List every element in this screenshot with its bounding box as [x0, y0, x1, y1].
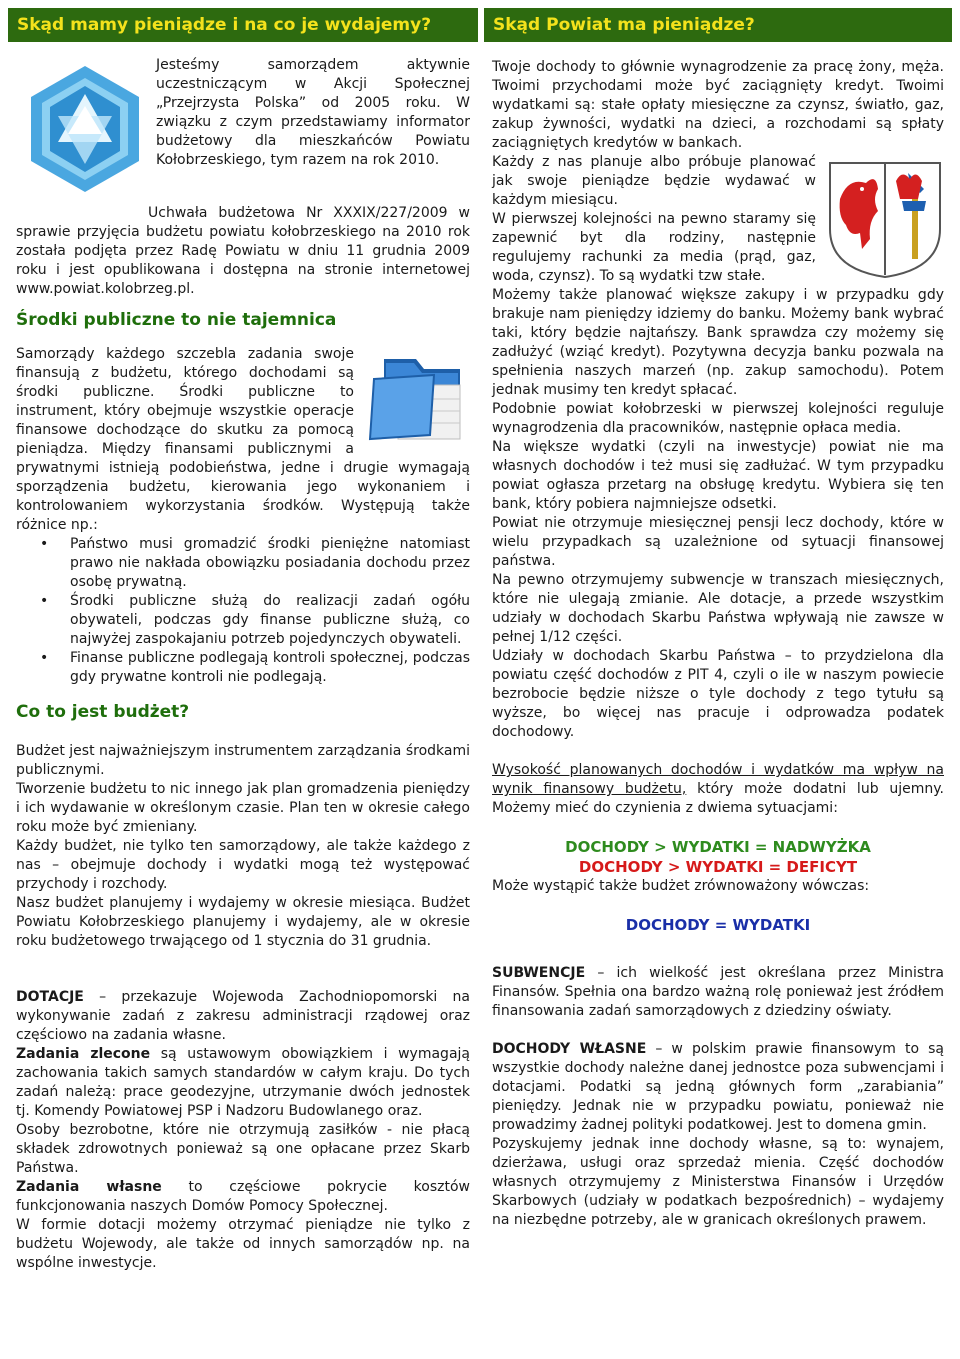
right-column: [484, 0, 952, 1230]
right-paragraph: Każdy z nas planuje albo próbuje planować jak swoje pieniądze będzie wydawać w każdym miesiącu.: [492, 154, 816, 208]
right-header: Skąd Powiat ma pieniądze?: [484, 8, 952, 42]
budget-section: [16, 742, 470, 951]
dochody-wlasne-text: – w polskim prawie finansowym to są wszystkie dochody należne danej jednostce poza subwencjami i dotacjami. Podatki są jedną głównych form „zarabiania” pieniędzy. Jednak nie w przypadku powiatu, ponieważ nie prowadzimy żadnej polityki podatkowej. Jest to domena gmin.: [492, 1041, 944, 1133]
dochody-wlasne-paragraph: [492, 1040, 944, 1135]
list-item: • Środki publiczne służą do realizacji zadań ogółu obywateli, podczas gdy finanse publiczne służą, co najwyżej zaspokajaniu potrzeb pojedynczych obywateli.: [8, 592, 478, 649]
budget-paragraph: Budżet jest najważniejszym instrumentem zarządzania środkami publicznymi.: [16, 743, 470, 778]
wlasne-term: Zadania własne: [16, 1179, 162, 1195]
wlasne-text: to częściowe pokrycie kosztów funkcjonowania naszych Domów Pomocy Społecznej.: [16, 1179, 470, 1214]
right-intro: [492, 58, 944, 742]
left-column: [8, 0, 478, 1273]
public-funds-paragraph: Samorządy każdego szczebla zadania swoje finansują z budżetu, którego dochodami są środki publiczne. Środki publiczne to instrument, który obejmuje wszystkie operacje finansowe dochodzące do skutku za pomocą pieniądza. Między finansami publicznymi a prywatnymi istnieją podobieństwa, jedne i drugie wymagają sporządzenia budżetu, kierowania jego wykonaniem i kontrolowaniem wykorzystania środków. Występują także różnice np.:: [16, 346, 470, 533]
budget-paragraph: Nasz budżet planujemy i wydajemy w okresie miesiąca. Budżet Powiatu Kołobrzeskiego planujemy i wydajemy, ale w okresie roku budżetowego trwającego od 1 stycznia do 31 grudnia.: [16, 895, 470, 949]
subwencje-term: SUBWENCJE: [492, 965, 586, 981]
transparency-crystal-logo: [26, 64, 144, 194]
final-paragraph: W formie dotacji możemy otrzymać pieniądze nie tylko z budżetu Wojewody, ale także od innych samorządów np. na wspólne inwestycje.: [16, 1217, 470, 1271]
powiat-coat-of-arms: [826, 159, 944, 279]
subwencje-text: – ich wielkość jest określana przez Ministra Finansów. Spełnia ona bardzo ważną rolę ponieważ jest źródłem finansowania zadań samorządowych z dziedziny oświaty.: [492, 965, 944, 1019]
folder-documents-icon: [364, 339, 474, 459]
bezrobotne-paragraph: Osoby bezrobotne, które nie otrzymują zasiłków - nie płacą składek zdrowotnych ponieważ są one opłacane przez Skarb Państwa.: [16, 1122, 470, 1176]
left-header: Skąd mamy pieniądze i na co je wydajemy?: [8, 8, 478, 42]
right-paragraph: Na pewno otrzymujemy subwencje w transzach miesięcznych, które nie ulegają zmianie. Ale dotacje, a przede wszystkim udziały w dochodach Skarbu Państwa wpływają nie zawsze w pełnej 1/12 części.: [492, 572, 944, 645]
dotacje-paragraph: [16, 988, 470, 1045]
right-paragraph: Powiat nie otrzymuje miesięcznej pensji lecz dochody, które w wielu przypadkach są uzależnione od sytuacji finansowej państwa.: [492, 515, 944, 569]
budget-paragraph: Tworzenie budżetu to nic innego jak plan gromadzenia pieniędzy i ich wydawanie w określonym czasie. Plan ten w okresie całego roku może być zmieniany.: [16, 781, 470, 835]
wlasne-paragraph: [16, 1178, 470, 1216]
zlecone-term: Zadania zlecone: [16, 1046, 151, 1062]
right-paragraph: Możemy także planować większe zakupy i w przypadku gdy brakuje nam pieniędzy idziemy do banku. Możemy bank wybrać taki, który będzie najtańszy. Bank sprawdza czy możemy się zadłużyć (wziąć kredyt). Pozytywna decyzja banku pozwala na spełnienia naszych marzeń (np. zakup samochodu). Potem jednak musimy ten kredyt spłacać.: [492, 287, 944, 398]
right-paragraph: W pierwszej kolejności na pewno staramy się zapewnić byt dla rodziny, następnie regulujemy rachunki za media (prąd, gaz, woda, czynsz). To są wydatki tzw stałe.: [492, 211, 816, 284]
zlecone-text: są ustawowym obowiązkiem i wymagają zachowania takich samych standardów w całym kraju. Do tych zadań należą: prace geodezyjne, utrzymanie dwóch jednostek tj. Komendy Powiatowej PSP i Nadzoru Budowlanego oraz.: [16, 1046, 470, 1119]
zlecone-paragraph: [16, 1045, 470, 1121]
dochody-wlasne-section: [492, 1040, 944, 1230]
intro-block: [8, 56, 478, 206]
dotacje-term: DOTACJE: [16, 989, 84, 1005]
dochody-wlasne-term: DOCHODY WŁASNE: [492, 1041, 647, 1057]
section-title-budget: Co to jest budżet?: [16, 702, 190, 722]
right-paragraph: Udziały w dochodach Skarbu Państwa – to przydzielona dla powiatu część dochodów z PIT 4, czyli o ile w naszym powiecie bezrobocie będzie niższe o tyle dochody z tego tytułu są wyższe, bo więcej nas pracuje i odprowadza podatek dochodowy.: [492, 648, 944, 740]
intro-paragraph-1: Jesteśmy samorządem aktywnie uczestniczącym w Akcji Społecznej „Przejrzysta Polska” od 2005 roku. W związku z czym przedstawiamy informator budżetowy dla mieszkańców Powiatu Kołobrzeskiego, tym razem na rok 2010.: [156, 57, 470, 168]
dotacje-text: – przekazuje Wojewoda Zachodniopomorski na wykonywanie zadań z zakresu administracji rządowej oraz częściowo na zadania własne.: [16, 989, 470, 1043]
right-paragraph: Na większe wydatki (czyli na inwestycje) powiat nie ma własnych dochodów i też musi się zadłużać. W tym przypadku powiat ogłasza przetarg na obsługę kredytu. Wybiera się ten bank, który pobiera najmniejsze odsetki.: [492, 439, 944, 512]
right-paragraph: Twoje dochody to głównie wynagrodzenie za pracę żony, męża. Twoimi przychodami może być zaciągnięty kredyt. Twoimi wydatkami są: stałe opłaty miesięczne za czynsz, światło, gaz, zakup żywności, wydatki na dzieci, a rozchodami są spłaty zaciągniętych kredytów w bankach.: [492, 59, 944, 151]
balanced-paragraph: Może wystąpić także budżet zrównoważony wówczas:: [492, 878, 870, 894]
differences-list: [8, 535, 478, 687]
budget-paragraph: Każdy budżet, nie tylko ten samorządowy, ale także każdego z nas – obejmuje dochody i wydatki mogą też występować przychody i rozchody.: [16, 838, 470, 892]
subwencje-section: [492, 964, 944, 1021]
equation-deficit: DOCHODY > WYDATKI = DEFICYT: [578, 858, 858, 876]
equation-surplus: DOCHODY > WYDATKI = NADWYŻKA: [565, 838, 871, 856]
right-paragraph: Podobnie powiat kołobrzeski w pierwszej kolejności reguluje wynagrodzenia dla pracowników, następnie opłaca media.: [492, 401, 944, 436]
dotacje-section: [16, 988, 470, 1273]
result-paragraph: [492, 761, 944, 818]
result-section: [492, 761, 944, 935]
section-public-funds: [8, 345, 478, 687]
section-title-public-funds: Środki publiczne to nie tajemnica: [16, 310, 337, 330]
result-rest: który może dodatni lub ujemny. Możemy mieć do czynienia z dwiema sytuacjami:: [492, 781, 944, 816]
result-underlined: Wysokość planowanych dochodów i wydatków ma wpływ na wynik finansowy budżetu,: [492, 762, 944, 797]
dochody-wlasne-paragraph-2: Pozyskujemy jednak inne dochody własne, są to: wynajem, dzierżawa, usługi oraz sprzedaż mienia. Część dochodów własnych otrzymujemy z Ministerstwa Finansów i Urzędów Skarbowych (udziały w podatkach bezpośrednich) – wydajemy na niezbędne potrzeby, ale w granicach określonych prawem.: [492, 1136, 944, 1228]
intro-paragraph-2: Uchwała budżetowa Nr XXXIX/227/2009 w sprawie przyjęcia budżetu powiatu kołobrzeskiego na 2010 rok została podjęta przez Radę Powiatu w dniu 11 grudnia 2009 roku i jest opublikowana i dostępna na stronie internetowej www.powiat.kolobrzeg.pl.: [16, 205, 470, 297]
list-item: • Finanse publiczne podlegają kontroli społecznej, podczas gdy prywatne kontroli nie podlegają.: [8, 649, 478, 687]
equation-balanced: DOCHODY = WYDATKI: [625, 916, 811, 934]
subwencje-paragraph: [492, 964, 944, 1021]
list-item: • Państwo musi gromadzić środki pieniężne natomiast prawo nie nakłada obowiązku posiadania dochodu przez osobę prywatną.: [8, 535, 478, 592]
